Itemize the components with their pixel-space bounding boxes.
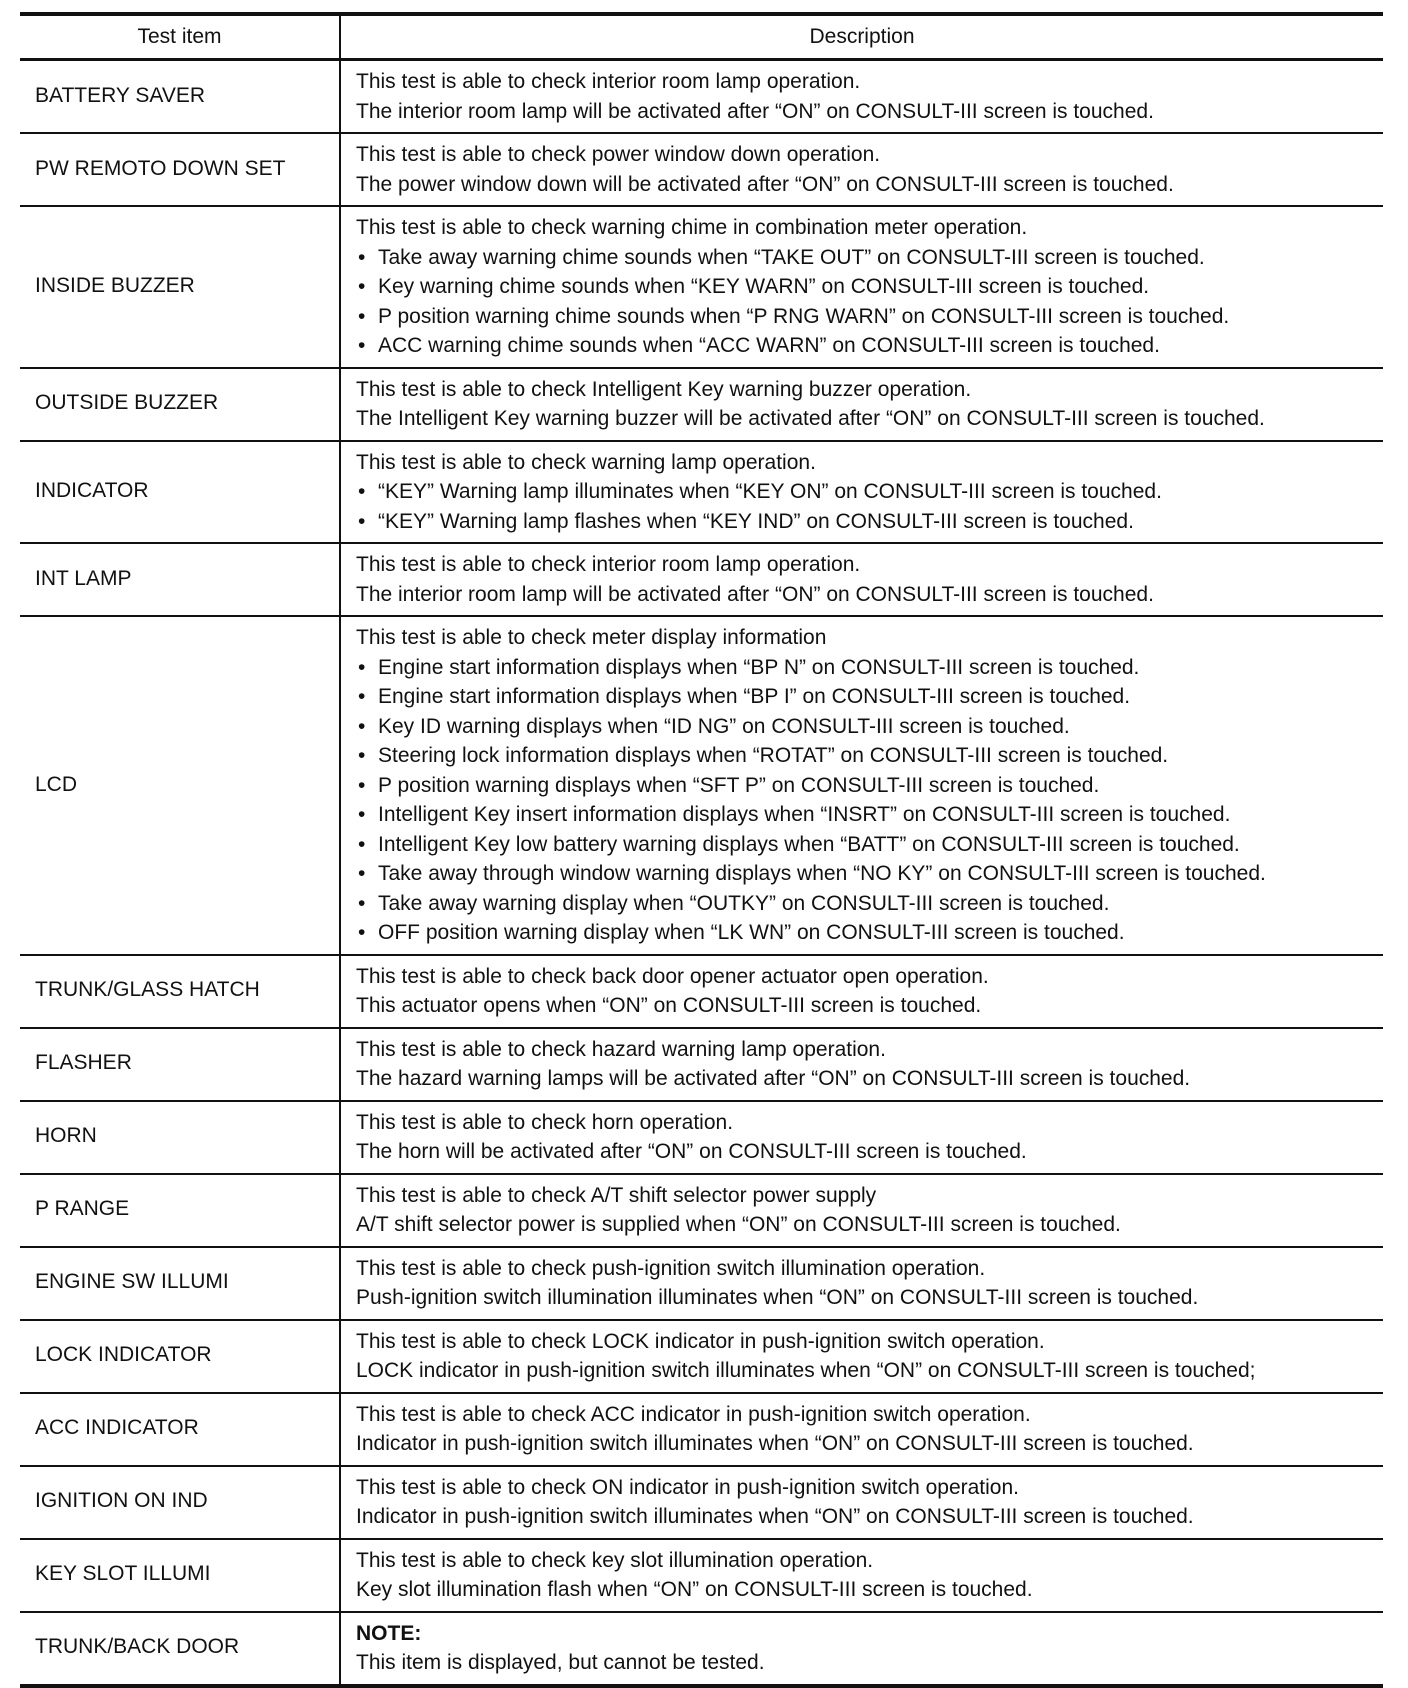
bullet-dot-icon: • (358, 921, 366, 944)
test-item-description (340, 1466, 1383, 1539)
table-row (20, 1247, 1383, 1320)
bullet-text: OFF position warning display when “LK WN” on CONSULT-III screen is touched. (378, 921, 1125, 944)
table-row (20, 441, 1383, 544)
test-item-name: LOCK INDICATOR (20, 1320, 340, 1393)
table-row (20, 60, 1383, 134)
description-bullet (356, 918, 1373, 948)
description-line: This test is able to check hazard warning lamp operation. (356, 1037, 886, 1061)
description-line: The interior room lamp will be activated after “ON” on CONSULT-III screen is touched. (356, 99, 1154, 123)
test-item-description (340, 1101, 1383, 1174)
table-row (20, 1466, 1383, 1539)
test-item-description (340, 133, 1383, 206)
test-item-name: P RANGE (20, 1174, 340, 1247)
description-line: This item is displayed, but cannot be tested. (356, 1651, 765, 1674)
test-item-name: BATTERY SAVER (20, 60, 340, 134)
description-bullet (356, 272, 1373, 302)
test-item-name: ACC INDICATOR (20, 1393, 340, 1466)
description-line: The interior room lamp will be activated after “ON” on CONSULT-III screen is touched. (356, 582, 1154, 606)
description-line: A/T shift selector power is supplied when “ON” on CONSULT-III screen is touched. (356, 1213, 1121, 1236)
description-line: This test is able to check key slot illumination operation. (356, 1548, 874, 1572)
test-item-name: INT LAMP (20, 543, 340, 616)
test-item-name: LCD (20, 616, 340, 955)
description-bullet (356, 800, 1373, 830)
bullet-dot-icon: • (358, 891, 366, 915)
table-row (20, 206, 1383, 368)
bullet-text: Take away warning chime sounds when “TAKE OUT” on CONSULT-III screen is touched. (378, 245, 1205, 269)
description-line: Key slot illumination flash when “ON” on CONSULT-III screen is touched. (356, 1578, 1033, 1601)
description-line: This test is able to check warning chime in combination meter operation. (356, 216, 1028, 239)
table-row (20, 1028, 1383, 1101)
description-line: This actuator opens when “ON” on CONSULT-III screen is touched. (356, 994, 982, 1017)
test-item-description (340, 1612, 1383, 1686)
bullet-dot-icon: • (358, 803, 366, 826)
description-bullet (356, 771, 1373, 801)
test-item-name: OUTSIDE BUZZER (20, 368, 340, 441)
bullet-dot-icon: • (358, 655, 366, 679)
description-line: This test is able to check interior room lamp operation. (356, 553, 861, 576)
description-bullet (356, 243, 1373, 273)
test-item-description (340, 60, 1383, 134)
test-item-description (340, 1174, 1383, 1247)
test-item-description (340, 1320, 1383, 1393)
test-item-description (340, 441, 1383, 544)
bullet-text: “KEY” Warning lamp flashes when “KEY IND” on CONSULT-III screen is touched. (378, 509, 1134, 533)
table-row (20, 1174, 1383, 1247)
table-row (20, 616, 1383, 955)
description-line: The horn will be activated after “ON” on CONSULT-III screen is touched. (356, 1140, 1027, 1163)
test-item-name: TRUNK/GLASS HATCH (20, 955, 340, 1028)
table-header-row (20, 14, 1383, 60)
description-bullet (356, 302, 1373, 332)
test-item-description (340, 206, 1383, 368)
bullet-text: Intelligent Key insert information displays when “INSRT” on CONSULT-III screen is touched. (378, 803, 1231, 826)
test-item-name: INDICATOR (20, 441, 340, 544)
table-row (20, 1612, 1383, 1686)
description-line: Push-ignition switch illumination illuminates when “ON” on CONSULT-III screen is touched. (356, 1286, 1199, 1309)
bullet-text: P position warning displays when “SFT P” on CONSULT-III screen is touched. (378, 773, 1100, 797)
test-item-description (340, 1028, 1383, 1101)
test-item-name: TRUNK/BACK DOOR (20, 1612, 340, 1686)
description-line: This test is able to check interior room lamp operation. (356, 70, 861, 93)
table-row (20, 1101, 1383, 1174)
description-line: This test is able to check meter display information (356, 626, 827, 649)
bullet-dot-icon: • (358, 832, 366, 856)
bullet-text: Intelligent Key low battery warning displays when “BATT” on CONSULT-III screen is touched. (378, 832, 1240, 856)
test-item-name: KEY SLOT ILLUMI (20, 1539, 340, 1612)
table-row (20, 1393, 1383, 1466)
test-item-name: IGNITION ON IND (20, 1466, 340, 1539)
test-item-description (340, 955, 1383, 1028)
test-item-name: FLASHER (20, 1028, 340, 1101)
test-item-description (340, 1393, 1383, 1466)
description-bullet (356, 889, 1373, 919)
description-line: This test is able to check ON indicator in push-ignition switch operation. (356, 1475, 1019, 1499)
test-item-name: PW REMOTO DOWN SET (20, 133, 340, 206)
description-line: This test is able to check power window down operation. (356, 143, 881, 166)
description-line: The Intelligent Key warning buzzer will be activated after “ON” on CONSULT-III screen is touched. (356, 407, 1265, 430)
test-item-name: HORN (20, 1101, 340, 1174)
description-line: This test is able to check LOCK indicator in push-ignition switch operation. (356, 1329, 1045, 1353)
description-line: This test is able to check warning lamp operation. (356, 450, 816, 474)
description-bullet (356, 741, 1373, 771)
description-line: This test is able to check push-ignition switch illumination operation. (356, 1256, 986, 1280)
bullet-text: Take away warning display when “OUTKY” on CONSULT-III screen is touched. (378, 891, 1110, 915)
test-item-table (20, 12, 1383, 1688)
bullet-dot-icon: • (358, 862, 366, 885)
bullet-dot-icon: • (358, 744, 366, 767)
description-line: Indicator in push-ignition switch illuminates when “ON” on CONSULT-III screen is touched. (356, 1432, 1194, 1455)
description-line: This test is able to check ACC indicator in push-ignition switch operation. (356, 1402, 1031, 1426)
header-description: Description (340, 14, 1383, 60)
bullet-text: ACC warning chime sounds when “ACC WARN” on CONSULT-III screen is touched. (378, 334, 1160, 357)
test-item-description (340, 1247, 1383, 1320)
description-bullet (356, 712, 1373, 742)
test-item-description (340, 368, 1383, 441)
description-bullet (356, 682, 1373, 712)
description-line: This test is able to check horn operation. (356, 1110, 734, 1134)
header-test-item: Test item (20, 14, 340, 60)
bullet-dot-icon: • (358, 480, 366, 503)
table-row (20, 1320, 1383, 1393)
bullet-text: Engine start information displays when “BP N” on CONSULT-III screen is touched. (378, 655, 1140, 679)
description-line: LOCK indicator in push-ignition switch illuminates when “ON” on CONSULT-III screen is touched; (356, 1359, 1256, 1382)
bullet-text: Key warning chime sounds when “KEY WARN” on CONSULT-III screen is touched. (378, 275, 1150, 298)
bullet-dot-icon: • (358, 304, 366, 328)
test-item-name: INSIDE BUZZER (20, 206, 340, 368)
table-row (20, 955, 1383, 1028)
bullet-dot-icon: • (358, 685, 366, 708)
description-bullet (356, 859, 1373, 889)
description-line: This test is able to check Intelligent Key warning buzzer operation. (356, 377, 972, 401)
test-item-description (340, 543, 1383, 616)
bullet-dot-icon: • (358, 773, 366, 797)
description-line: This test is able to check back door opener actuator open operation. (356, 964, 989, 988)
description-line: This test is able to check A/T shift selector power supply (356, 1183, 877, 1207)
table-row (20, 543, 1383, 616)
bullet-text: Engine start information displays when “BP I” on CONSULT-III screen is touched. (378, 685, 1131, 708)
bullet-text: Steering lock information displays when “ROTAT” on CONSULT-III screen is touched. (378, 744, 1169, 767)
table-row (20, 133, 1383, 206)
description-line: The hazard warning lamps will be activated after “ON” on CONSULT-III screen is touched. (356, 1067, 1191, 1090)
bullet-dot-icon: • (358, 509, 366, 533)
description-bullet (356, 507, 1373, 537)
table-row (20, 1539, 1383, 1612)
description-bullet (356, 477, 1373, 507)
note-label: NOTE: (356, 1621, 422, 1645)
description-line: The power window down will be activated after “ON” on CONSULT-III screen is touched. (356, 172, 1174, 196)
test-item-description (340, 616, 1383, 955)
bullet-dot-icon: • (358, 714, 366, 738)
bullet-dot-icon: • (358, 334, 366, 357)
test-item-name: ENGINE SW ILLUMI (20, 1247, 340, 1320)
bullet-text: Take away through window warning displays when “NO KY” on CONSULT-III screen is touched. (378, 862, 1266, 885)
description-line: Indicator in push-ignition switch illuminates when “ON” on CONSULT-III screen is touched. (356, 1505, 1194, 1528)
test-item-description (340, 1539, 1383, 1612)
bullet-text: Key ID warning displays when “ID NG” on CONSULT-III screen is touched. (378, 714, 1070, 738)
bullet-dot-icon: • (358, 275, 366, 298)
description-bullet (356, 830, 1373, 860)
description-bullet (356, 653, 1373, 683)
bullet-text: P position warning chime sounds when “P RNG WARN” on CONSULT-III screen is touched. (378, 304, 1230, 328)
bullet-dot-icon: • (358, 245, 366, 269)
description-bullet (356, 331, 1373, 361)
table-row (20, 368, 1383, 441)
bullet-text: “KEY” Warning lamp illuminates when “KEY ON” on CONSULT-III screen is touched. (378, 480, 1162, 503)
